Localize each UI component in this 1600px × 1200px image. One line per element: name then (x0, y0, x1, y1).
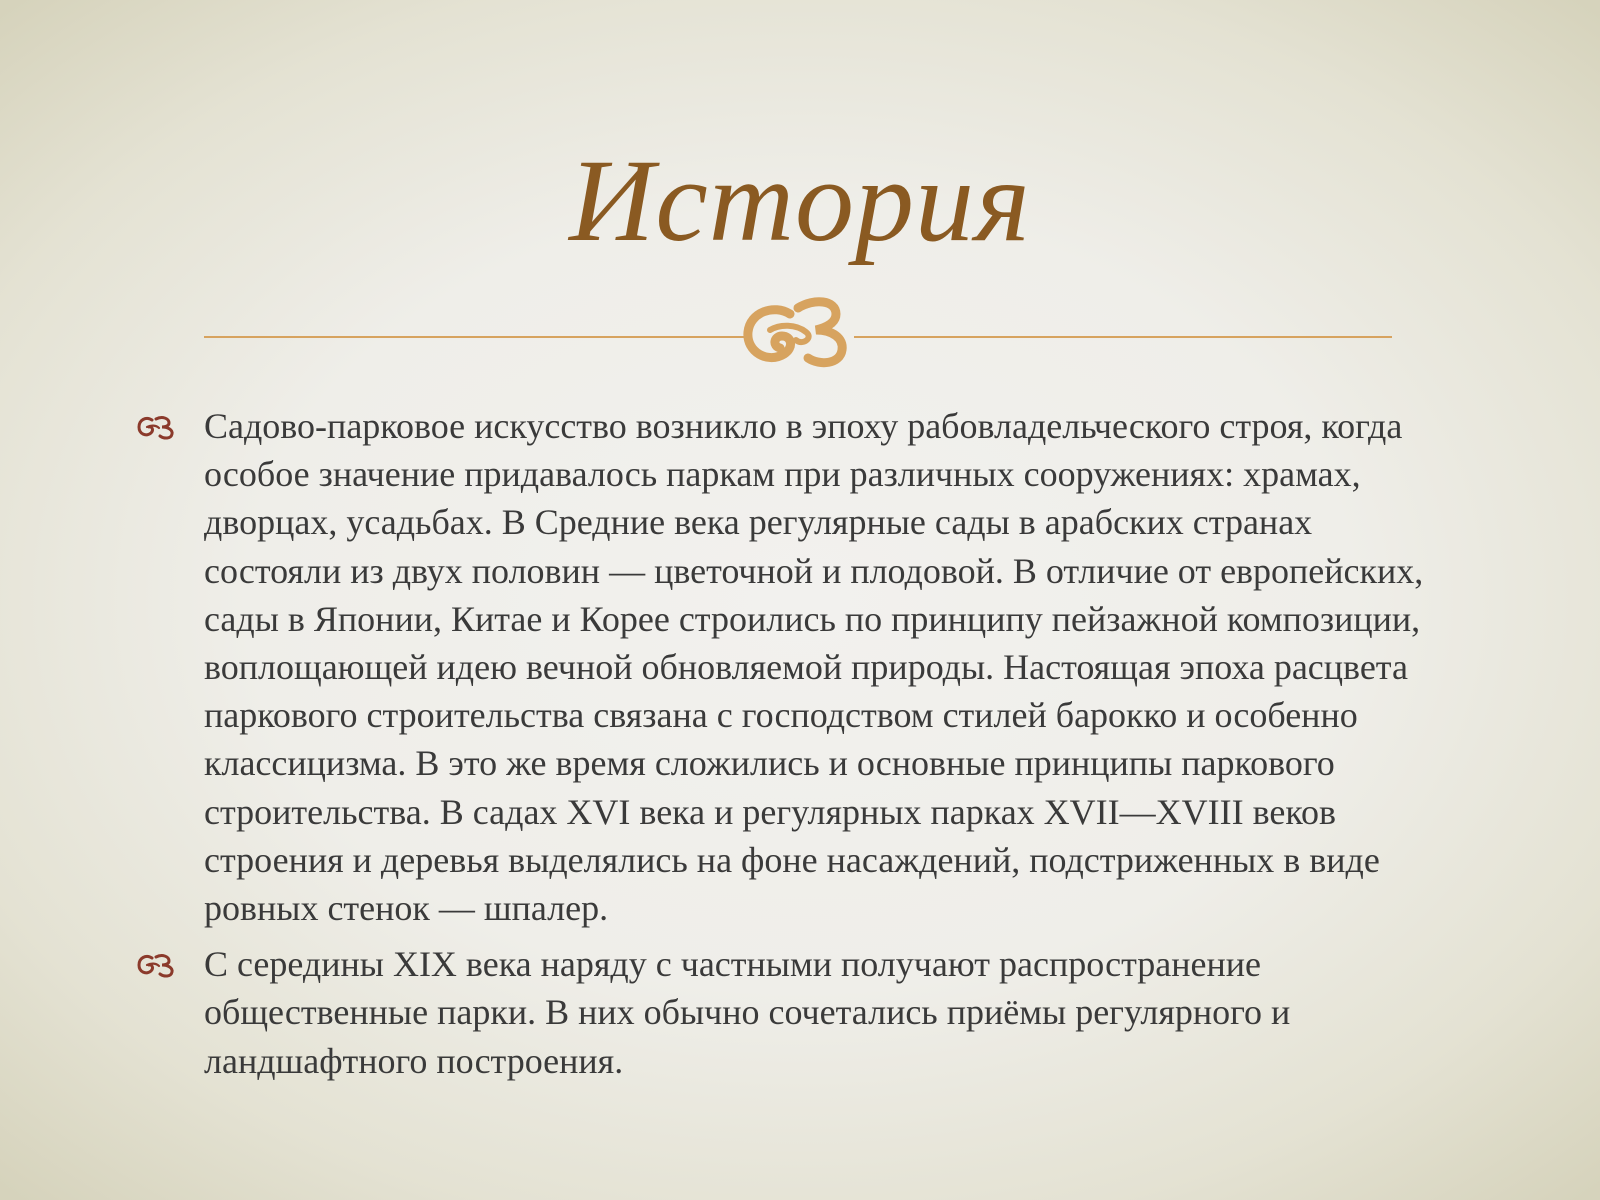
bullet-text: С середины XIX века наряду с частными получают распространение общественные парки. В них обычно сочетались приёмы регулярного и ландшафтного построения. (204, 944, 1291, 1081)
divider-line-right (854, 336, 1392, 338)
divider-line-left (204, 336, 744, 338)
bullet-item (136, 402, 1436, 932)
ornament-divider-icon (740, 290, 858, 370)
bullet-text: Садово-парковое искусство возникло в эпоху рабовладельческого строя, когда особое значение придавалось паркам при различных сооружениях: храмах, дворцах, усадьбах. В Средние века регулярные сады в арабских странах состояли из двух половин — цветочной и плодовой. В отличие от европейских, сады в Японии, Китае и Корее строились по принципу пейзажной композиции, воплощающей идею вечной обновляемой природы. Настоящая эпоха расцвета паркового строительства связана с господством стилей барокко и особенно классицизма. В это же время сложились и основные принципы паркового строительства. В садах XVI века и регулярных парках XVII—XVIII веков строения и деревья выделялись на фоне насаждений, подстриженных в виде ровных стенок — шпалер. (204, 406, 1424, 929)
bullet-list (136, 402, 1436, 1093)
bullet-item (136, 940, 1436, 1085)
ornament-bullet-icon (136, 414, 178, 440)
title-divider (204, 290, 1392, 370)
ornament-bullet-icon (136, 952, 178, 978)
slide-title: История (569, 135, 1031, 266)
